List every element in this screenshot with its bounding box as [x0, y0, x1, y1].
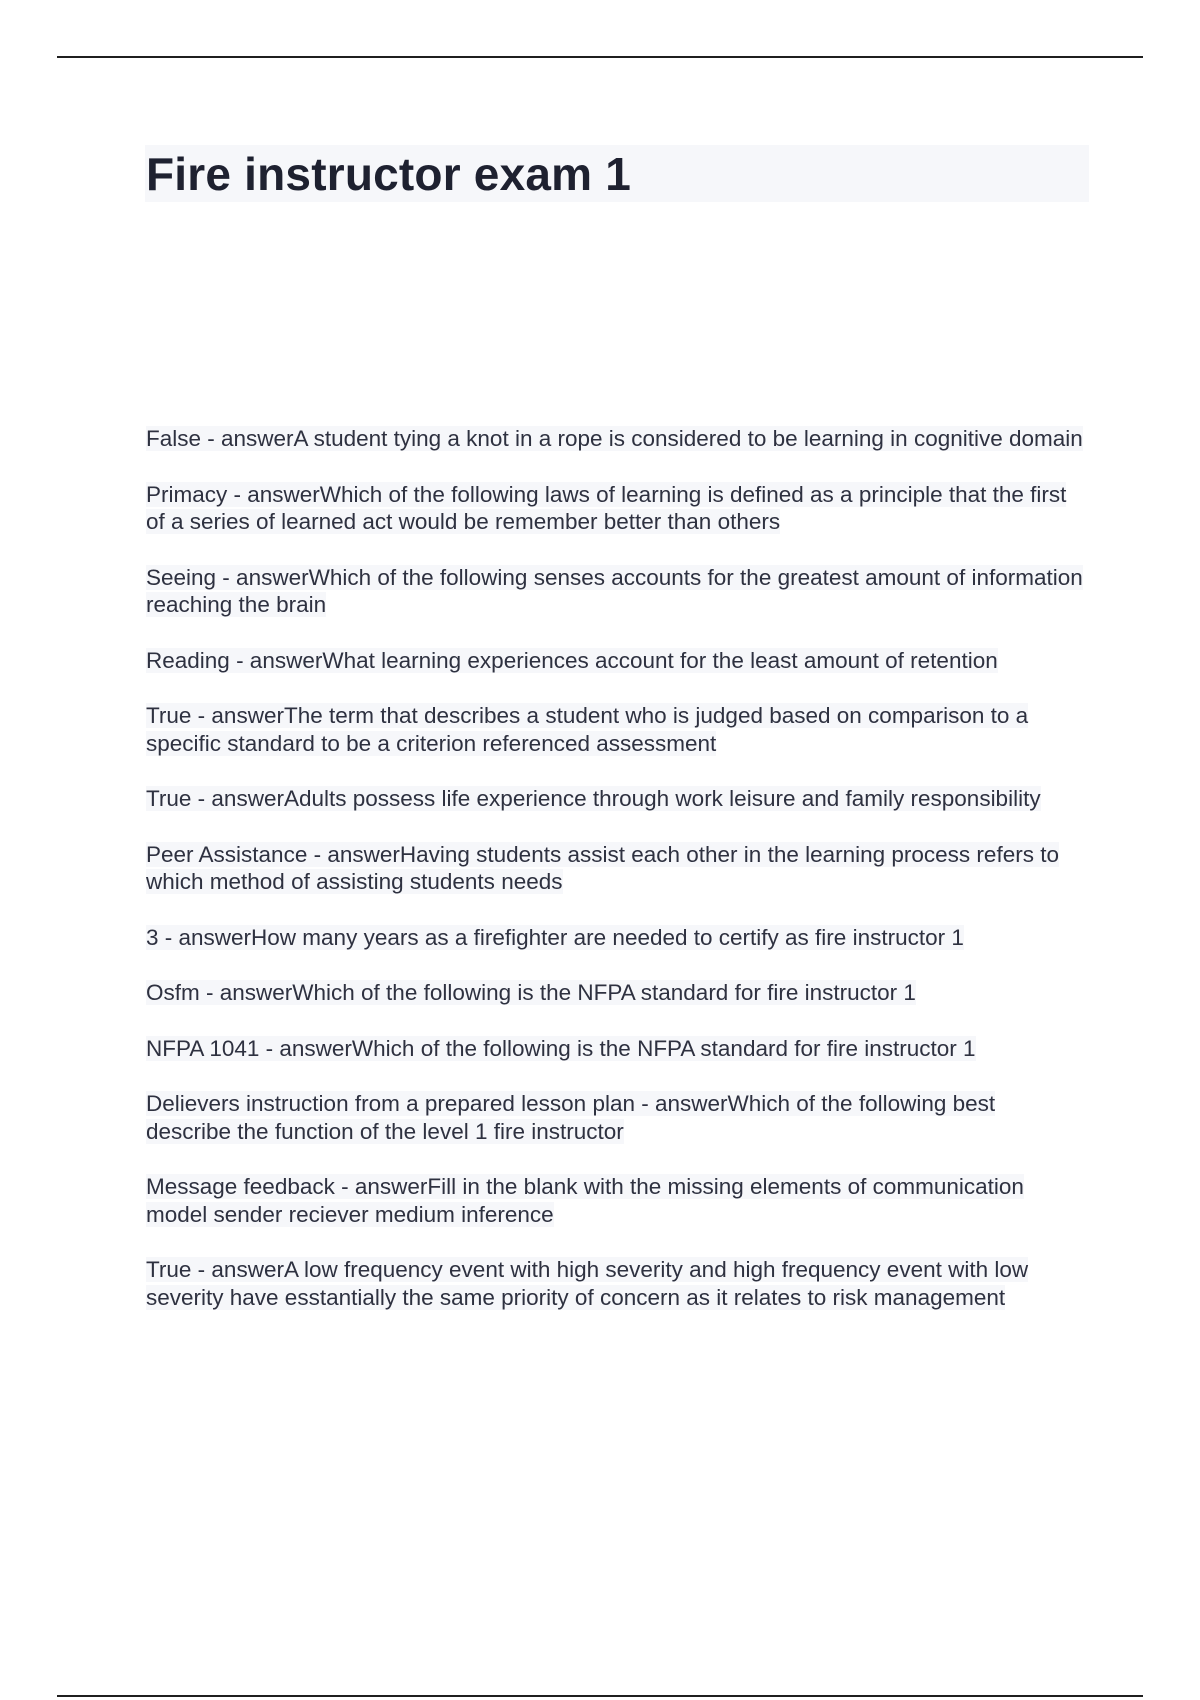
qa-item-text: Reading - answerWhat learning experiences account for the least amount of retention — [146, 647, 998, 673]
page-top-rule — [57, 56, 1143, 58]
qa-item — [146, 564, 1086, 619]
qa-item-text: Osfm - answerWhich of the following is the NFPA standard for fire instructor 1 — [146, 980, 916, 1005]
qa-item-text: False - answerA student tying a knot in a rope is considered to be learning in cognitive domain — [146, 426, 1083, 451]
qa-item — [146, 1035, 1086, 1063]
qa-item-text: Message feedback - answerFill in the blank with the missing elements of communication model sender reciever medium inference — [146, 1174, 1024, 1227]
qa-item — [146, 1173, 1086, 1228]
qa-item-text: True - answerAdults possess life experience through work leisure and family responsibility — [146, 786, 1041, 811]
qa-item — [146, 841, 1086, 896]
qa-item-text: Primacy - answerWhich of the following laws of learning is defined as a principle that the first of a series of learned act would be remember better than others — [146, 481, 1067, 534]
qa-list — [146, 425, 1086, 1339]
qa-item — [146, 1256, 1086, 1311]
qa-item — [146, 647, 1086, 675]
qa-item-text: Peer Assistance - answerHaving students assist each other in the learning process refers to which method of assisting students needs — [146, 841, 1059, 894]
qa-item — [146, 785, 1086, 813]
qa-item — [146, 979, 1086, 1007]
qa-item-text: True - answerThe term that describes a student who is judged based on comparison to a specific standard to be a criterion referenced assessment — [146, 703, 1029, 756]
qa-item — [146, 702, 1086, 757]
qa-item-text: 3 - answerHow many years as a firefighter are needed to certify as fire instructor 1 — [146, 924, 964, 950]
page-bottom-rule — [57, 1695, 1143, 1697]
qa-item-text: Seeing - answerWhich of the following senses accounts for the greatest amount of information reaching the brain — [146, 564, 1083, 617]
qa-item-text: Delievers instruction from a prepared lesson plan - answerWhich of the following best describe the function of the level 1 fire instructor — [146, 1091, 996, 1144]
page-title: Fire instructor exam 1 — [146, 148, 632, 200]
qa-item — [146, 1090, 1086, 1145]
qa-item-text: True - answerA low frequency event with high severity and high frequency event with low severity have esstantially the same priority of concern as it relates to risk management — [146, 1257, 1029, 1310]
qa-item — [146, 924, 1086, 952]
qa-item — [146, 425, 1086, 453]
qa-item — [146, 481, 1086, 536]
qa-item-text: NFPA 1041 - answerWhich of the following is the NFPA standard for fire instructor 1 — [146, 1035, 976, 1061]
